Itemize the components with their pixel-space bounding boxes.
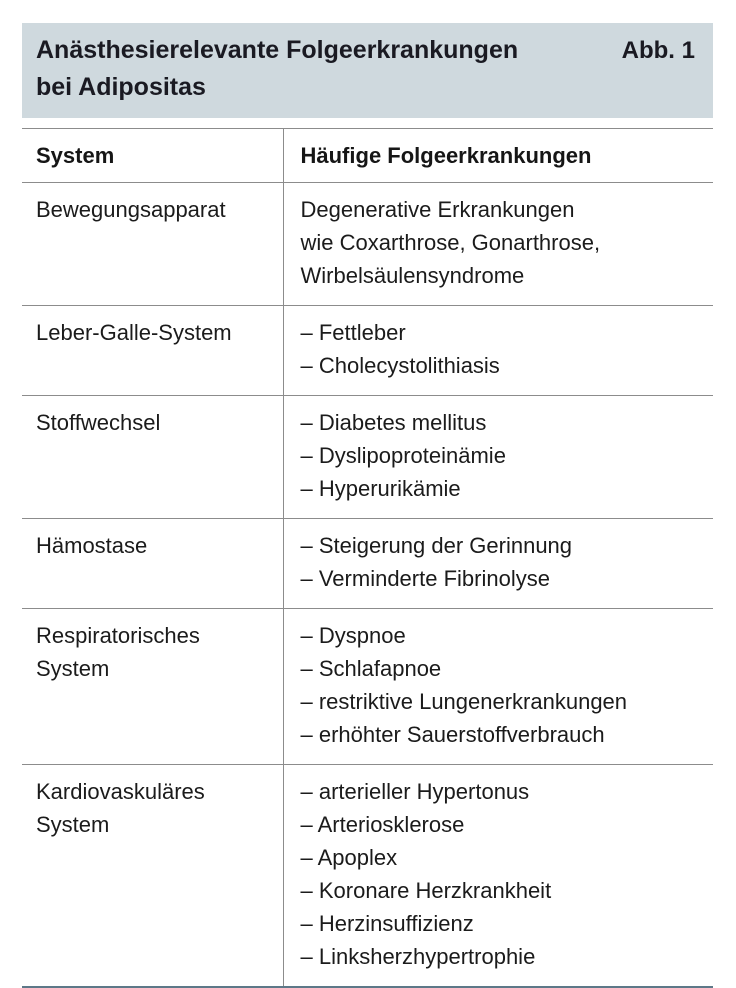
system-cell: Hämostase [22, 519, 283, 609]
table-row-stoffwechsel [22, 396, 713, 519]
system-cell: Kardiovaskuläres System [22, 765, 283, 988]
condition-line: – Herzinsuffizienz [300, 911, 474, 936]
system-cell: Respiratorisches System [22, 609, 283, 765]
conditions-cell [283, 609, 713, 765]
figure-header [22, 23, 713, 118]
system-cell: Bewegungsapparat [22, 183, 283, 306]
condition-line: – restriktive Lungenerkrankungen [300, 689, 628, 714]
condition-line: – Diabetes mellitus [300, 410, 487, 435]
condition-line: – Linksherzhypertrophie [300, 944, 536, 969]
column-header-system: System [22, 129, 283, 183]
table-row-respiratorisches-system [22, 609, 713, 765]
system-cell: Stoffwechsel [22, 396, 283, 519]
figure-title-line2: bei Adipositas [36, 73, 206, 101]
condition-line: Wirbelsäulensyndrome [300, 263, 525, 288]
folgeerkrankungen-table [22, 128, 713, 988]
table-row-bewegungsapparat [22, 183, 713, 306]
conditions-cell [283, 519, 713, 609]
condition-line: – Fettleber [300, 320, 406, 345]
conditions-cell [283, 765, 713, 988]
condition-line: – arterieller Hypertonus [300, 779, 530, 804]
condition-line: – Hyperurikämie [300, 476, 461, 501]
condition-line: – erhöhter Sauerstoffverbrauch [300, 722, 605, 747]
condition-line: – Schlafapnoe [300, 656, 442, 681]
condition-line: – Arteriosklerose [300, 812, 465, 837]
condition-line: Degenerative Erkrankungen [300, 197, 575, 222]
table-row-kardiovaskulaeres-system [22, 765, 713, 988]
figure-number-label: Abb. 1 [621, 37, 695, 64]
condition-line: – Dyslipoproteinämie [300, 443, 506, 468]
condition-line: wie Coxarthrose, Gonarthrose, [300, 230, 601, 255]
condition-line: – Steigerung der Gerinnung [300, 533, 573, 558]
conditions-cell [283, 183, 713, 306]
condition-line: – Verminderte Fibrinolyse [300, 566, 550, 591]
conditions-cell [283, 396, 713, 519]
conditions-cell [283, 306, 713, 396]
condition-line: – Apoplex [300, 845, 398, 870]
table-header-row [22, 129, 713, 183]
table-row-leber-galle-system [22, 306, 713, 396]
column-header-folgeerkrankungen: Häufige Folgeerkrankungen [283, 129, 713, 183]
condition-line: – Koronare Herzkrankheit [300, 878, 552, 903]
table-row-haemostase [22, 519, 713, 609]
condition-line: – Dyspnoe [300, 623, 406, 648]
figure-title-line1: Anästhesierelevante Folgeerkrankungen [36, 36, 519, 64]
figure-title [36, 32, 518, 106]
system-cell: Leber-Galle-System [22, 306, 283, 396]
condition-line: – Cholecystolithiasis [300, 353, 500, 378]
